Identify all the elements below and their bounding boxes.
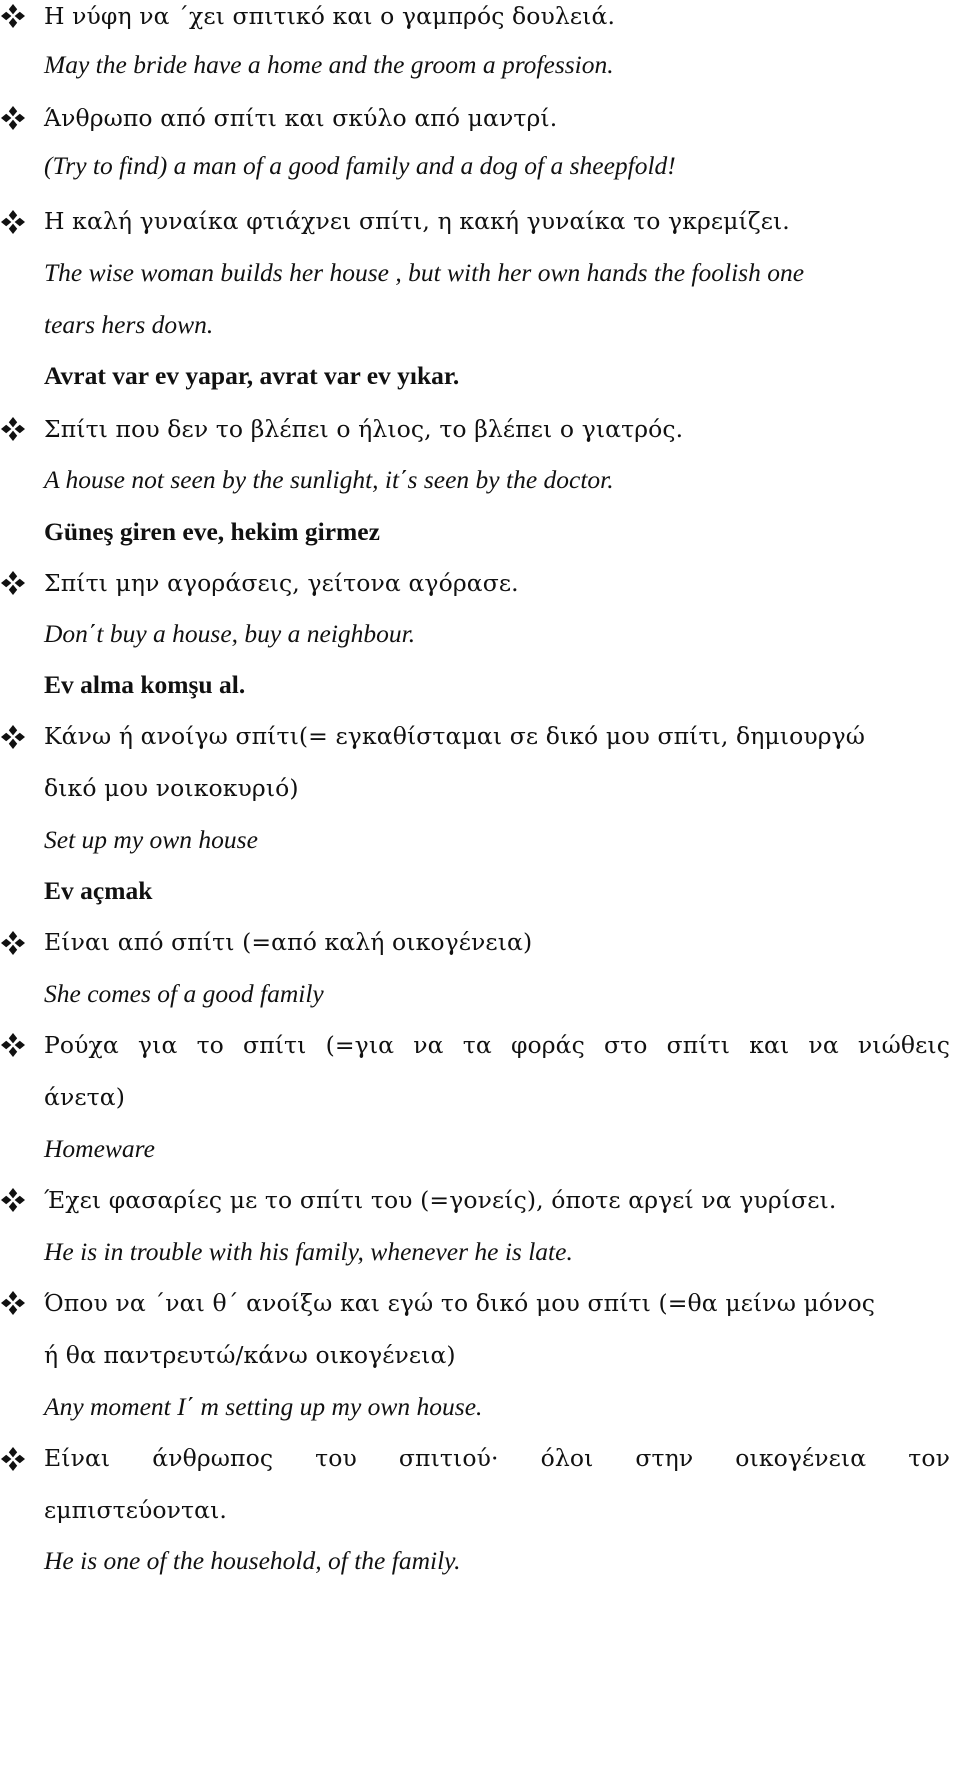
four-petal-diamond-bullet-icon — [0, 570, 26, 596]
four-petal-diamond-bullet-icon — [0, 724, 26, 750]
four-petal-diamond-bullet-icon — [0, 1187, 26, 1213]
greek-proverb: Σπίτι μην αγοράσεις, γείτονα αγόρασε. — [44, 569, 519, 597]
english-translation-continued: tears hers down. — [44, 310, 214, 339]
greek-proverb: Όπου να ΄ναι θ΄ ανοίξω και εγώ το δικό μου σπίτι (=θα μείνω μόνος — [44, 1289, 876, 1317]
four-petal-diamond-bullet-icon — [0, 1032, 26, 1058]
four-petal-diamond-bullet-icon — [0, 105, 26, 131]
four-petal-diamond-bullet-icon — [0, 930, 26, 956]
english-translation: The wise woman builds her house , but with her own hands the foolish one — [44, 258, 805, 287]
english-translation: Set up my own house — [44, 825, 258, 854]
turkish-equivalent: Güneş giren eve, hekim girmez — [44, 517, 380, 546]
greek-proverb: Η καλή γυναίκα φτιάχνει σπίτι, η κακή γυναίκα το γκρεμίζει. — [44, 207, 790, 235]
greek-proverb-continued: εμπιστεύονται. — [44, 1496, 227, 1524]
four-petal-diamond-bullet-icon — [0, 1446, 26, 1472]
english-translation: He is one of the household, of the family. — [44, 1546, 461, 1575]
greek-proverb-continued: άνετα) — [44, 1083, 125, 1111]
english-translation: Don΄t buy a house, buy a neighbour. — [44, 619, 416, 648]
greek-proverb: Η νύφη να ΄χει σπιτικό και ο γαμπρός δουλειά. — [44, 2, 616, 30]
greek-proverb: Είναι από σπίτι (=από καλή οικογένεια) — [44, 928, 533, 956]
four-petal-diamond-bullet-icon — [0, 1290, 26, 1316]
english-translation: (Try to find) a man of a good family and a dog of a sheepfold! — [44, 151, 676, 180]
english-translation: May the bride have a home and the groom a profession. — [44, 50, 614, 79]
greek-proverb: Ρούχα για το σπίτι (=για να τα φοράς στο σπίτι και να νιώθεις — [44, 1031, 950, 1059]
four-petal-diamond-bullet-icon — [0, 209, 26, 235]
four-petal-diamond-bullet-icon — [0, 3, 26, 29]
turkish-equivalent: Ev alma komşu al. — [44, 670, 246, 699]
greek-proverb: Είναι άνθρωπος του σπιτιού· όλοι στην οικογένεια τον — [44, 1444, 950, 1472]
english-translation: Homeware — [44, 1134, 155, 1163]
greek-proverb: Έχει φασαρίες με το σπίτι του (=γονείς), όποτε αργεί να γυρίσει. — [44, 1186, 837, 1214]
greek-proverb: Κάνω ή ανοίγω σπίτι(= εγκαθίσταμαι σε δικό μου σπίτι, δημιουργώ — [44, 722, 866, 750]
english-translation: Any moment I΄ m setting up my own house. — [44, 1392, 483, 1421]
english-translation: A house not seen by the sunlight, it΄s seen by the doctor. — [44, 465, 614, 494]
greek-proverb-continued: δικό μου νοικοκυριό) — [44, 774, 299, 802]
english-translation: She comes of a good family — [44, 979, 324, 1008]
greek-proverb: Σπίτι που δεν το βλέπει ο ήλιος, το βλέπει ο γιατρός. — [44, 415, 684, 443]
english-translation: He is in trouble with his family, whenever he is late. — [44, 1237, 573, 1266]
greek-proverb: Άνθρωπο από σπίτι και σκύλο από μαντρί. — [44, 104, 558, 132]
turkish-equivalent: Ev açmak — [44, 876, 153, 905]
four-petal-diamond-bullet-icon — [0, 416, 26, 442]
greek-proverb-continued: ή θα παντρευτώ/κάνω οικογένεια) — [44, 1341, 456, 1369]
turkish-equivalent: Avrat var ev yapar, avrat var ev yıkar. — [44, 361, 460, 390]
